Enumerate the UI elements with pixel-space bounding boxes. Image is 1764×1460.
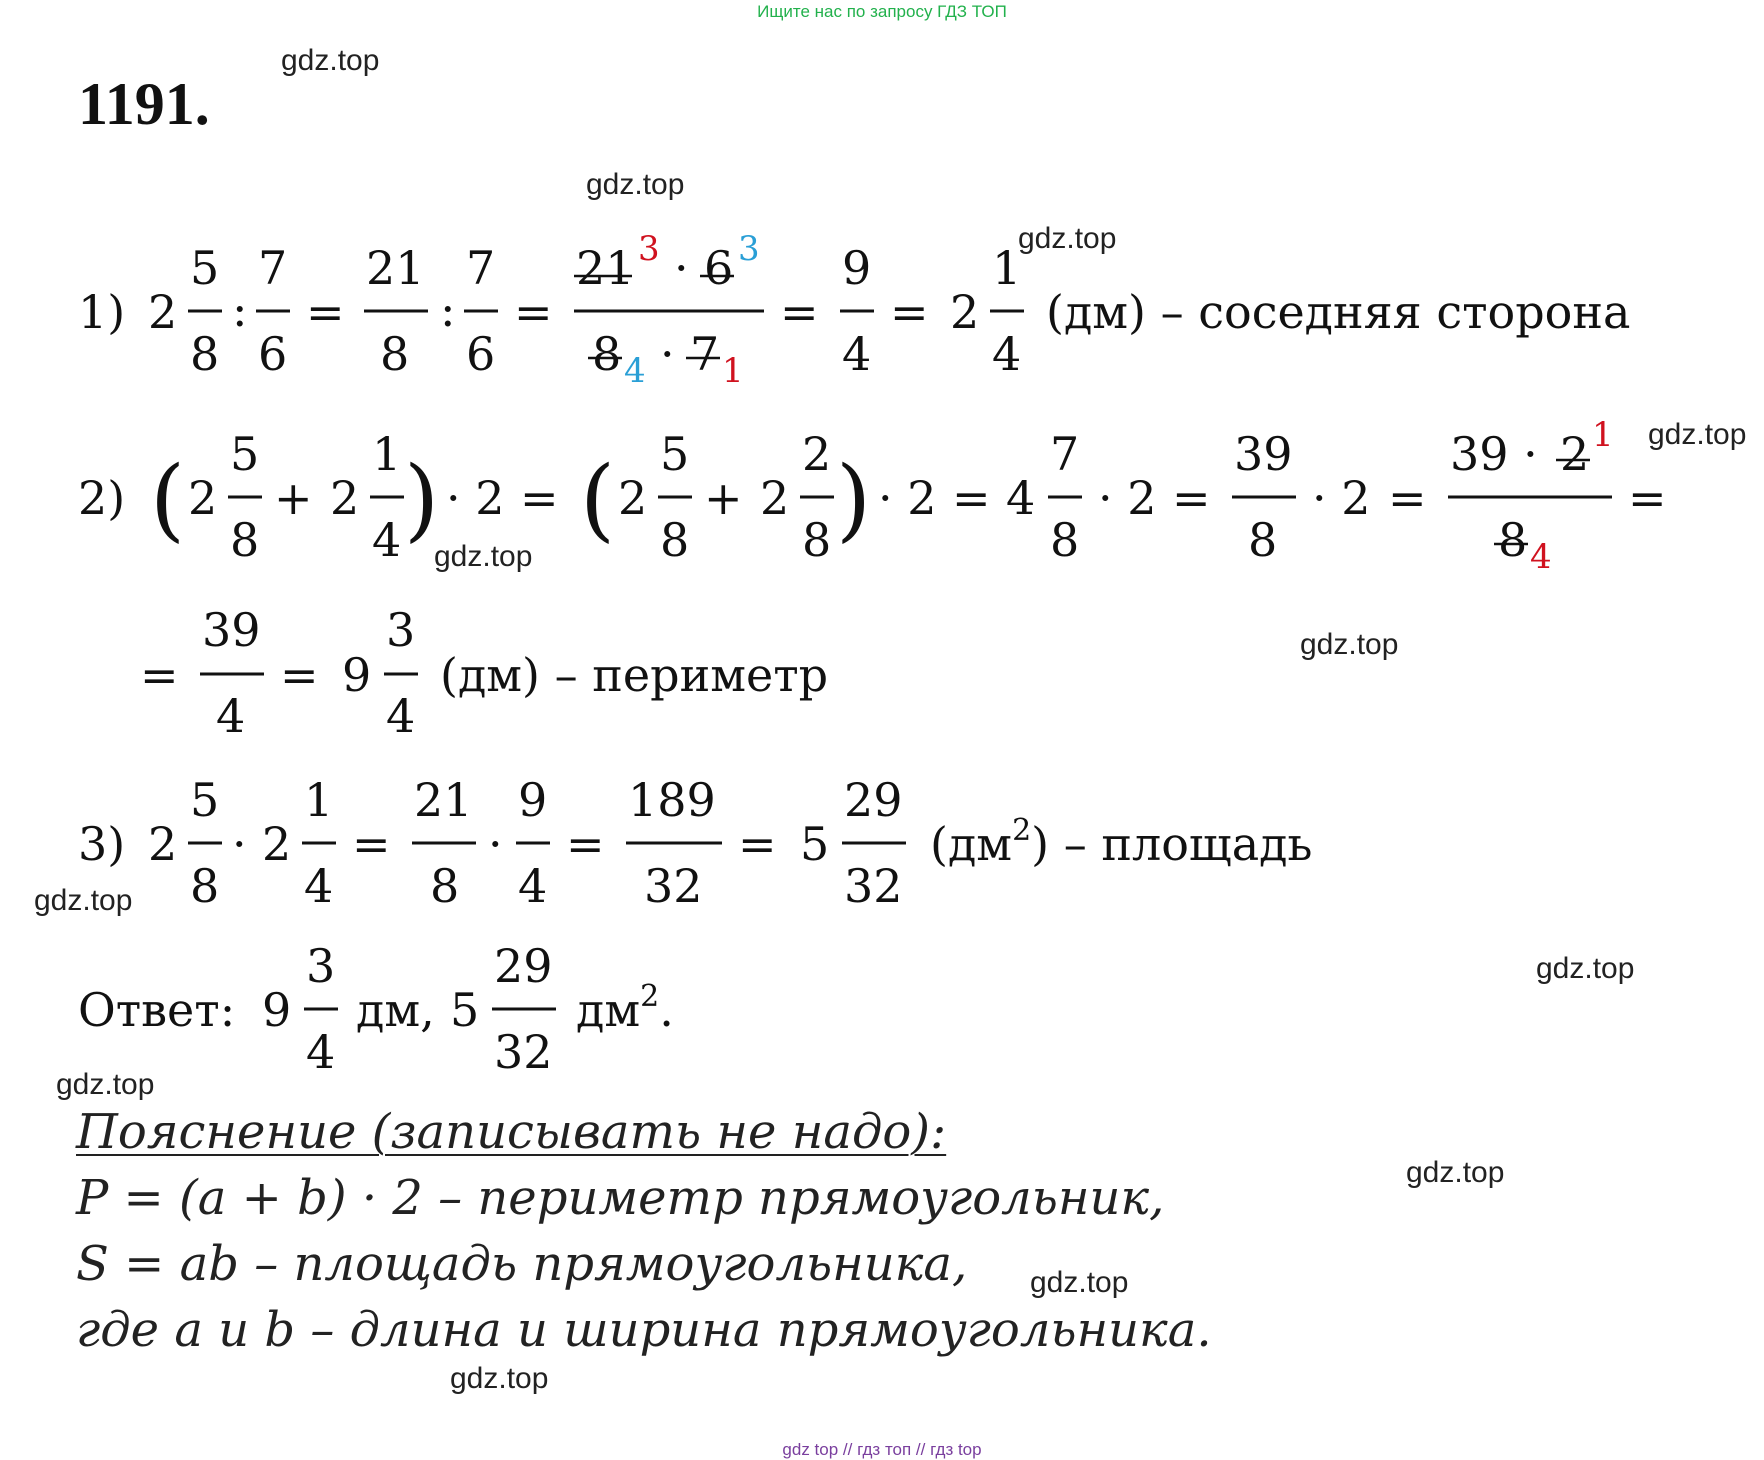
numerator: 5 [660,427,690,481]
watermark: gdz.top [281,44,380,77]
denominator: 8 [230,513,260,567]
denominator: 4 [386,689,416,743]
colon-sign: : [232,283,248,337]
equals-sign: = [1628,471,1667,525]
watermark: gdz.top [434,540,533,573]
numerator: 3 [386,603,416,657]
numerator: 1 [992,241,1022,295]
open-paren: ( [580,447,616,552]
whole-part: 2 [330,471,360,525]
denominator: 4 [372,513,402,567]
denominator: 4 [518,859,548,913]
equals-sign: = [306,285,345,339]
reduced-value: 4 [1530,537,1552,577]
multiply-two: · 2 [1312,471,1371,525]
denominator: 7 [690,327,720,381]
numerator: 189 [628,773,716,827]
numerator: 5 [230,427,260,481]
numerator: 21 [414,773,473,827]
denominator: 8 [592,327,622,381]
denominator: 8 [190,327,220,381]
problem-number: 1191. [78,71,210,137]
denominator: 8 [1498,513,1528,567]
watermark: gdz.top [1018,222,1117,255]
whole-part: 2 [148,285,178,339]
reduced-value: 3 [738,229,760,269]
watermark: gdz.top [1648,418,1747,451]
whole-part: 2 [760,471,790,525]
numerator: 9 [518,773,548,827]
equals-sign: = [280,648,319,702]
plus-sign: + [274,471,313,525]
equals-sign: = [140,648,179,702]
explanation-line: где a и b – длина и ширина прямоугольника. [76,1302,1212,1358]
equals-sign: = [738,817,777,871]
whole-part: 2 [188,471,218,525]
reduced-value: 1 [1592,415,1614,455]
colon-sign: : [440,283,456,337]
denominator: 4 [842,327,872,381]
denominator: 4 [306,1025,336,1079]
plus-sign: + [704,471,743,525]
watermark: gdz.top [1030,1266,1129,1299]
open-paren: ( [150,447,186,552]
numerator: 29 [494,939,553,993]
watermark: gdz.top [1536,952,1635,985]
step-1-line [78,229,1630,391]
result-label: $(дм^2)$ – площадь [930,813,1313,871]
answer-line [78,939,674,1079]
denominator: 8 [660,513,690,567]
multiply-sign: · [660,327,675,381]
equals-sign: = [1172,471,1211,525]
numerator: 39 [1234,427,1293,481]
unit-label: $дм^2$. [576,979,674,1037]
denominator: 8 [1050,513,1080,567]
denominator: 8 [1248,513,1278,567]
step-label: 1) [78,285,126,339]
denominator: 8 [802,513,832,567]
denominator: 8 [430,859,460,913]
whole-part: 2 [950,285,980,339]
numerator: 7 [258,241,288,295]
multiply-two: · 2 [446,471,505,525]
top-banner[interactable]: Ищите нас по запросу ГДЗ ТОП [757,2,1007,21]
numerator: 1 [304,773,334,827]
close-paren: ) [404,447,440,552]
step-2-line [78,415,1667,577]
denominator: 32 [644,859,703,913]
answer-label: Ответ: [78,983,236,1037]
multiply-sign: · [232,817,247,871]
denominator: 6 [258,327,288,381]
equals-sign: = [1388,471,1427,525]
step-3-line [78,773,1312,913]
equals-sign: = [520,471,559,525]
multiply-two: · 2 [878,471,937,525]
whole-part: 2 [262,817,292,871]
step-2-continuation [140,603,828,743]
equals-sign: = [780,285,819,339]
watermark: gdz.top [1406,1156,1505,1189]
whole-part: 4 [1006,471,1036,525]
unit-label: дм, [356,983,435,1037]
numerator: 39 · [1450,427,1538,481]
whole-part: 9 [342,648,372,702]
numerator: 7 [1050,427,1080,481]
denominator: 4 [216,689,246,743]
equals-sign: = [890,285,929,339]
whole-part: 2 [618,471,648,525]
explanation-line: P = (a + b) · 2 – периметр прямоугольник, [76,1170,1165,1226]
numerator: 2 [802,427,832,481]
numerator: 9 [842,241,872,295]
numerator: 5 [190,773,220,827]
numerator: 7 [466,241,496,295]
numerator: 29 [844,773,903,827]
multiply-sign: · [674,241,689,295]
step-label: 3) [78,817,126,871]
whole-part: 5 [450,983,480,1037]
numerator: 21 [366,241,425,295]
watermark: gdz.top [1300,628,1399,661]
equals-sign: = [952,471,991,525]
bottom-banner[interactable]: gdz top // гдз топ // гдз top [782,1440,982,1459]
numerator: 1 [372,427,402,481]
reduced-value: 3 [638,229,660,269]
numerator: 39 [202,603,261,657]
equals-sign: = [352,817,391,871]
whole-part: 2 [148,817,178,871]
numerator: 6 [704,241,734,295]
step-label: 2) [78,471,126,525]
whole-part: 9 [262,983,292,1037]
denominator: 8 [190,859,220,913]
denominator: 8 [380,327,410,381]
reduced-value: 1 [722,351,744,391]
explanation-line: S = ab – площадь прямоугольника, [76,1236,968,1292]
watermark: gdz.top [586,168,685,201]
numerator: 21 [576,241,635,295]
watermark: gdz.top [56,1068,155,1101]
multiply-sign: · [488,817,503,871]
watermark: gdz.top [450,1362,549,1395]
denominator: 32 [494,1025,553,1079]
numerator: 5 [190,241,220,295]
equals-sign: = [514,285,553,339]
result-label: (дм) – периметр [440,648,829,702]
denominator: 4 [992,327,1022,381]
equals-sign: = [566,817,605,871]
denominator: 32 [844,859,903,913]
watermark: gdz.top [34,884,133,917]
close-paren: ) [836,447,872,552]
whole-part: 5 [800,817,830,871]
numerator: 2 [1560,427,1590,481]
numerator: 3 [306,939,336,993]
result-label: (дм) – соседняя сторона [1046,285,1631,339]
multiply-two: · 2 [1098,471,1157,525]
explanation-title: Пояснение (записывать не надо): [76,1104,947,1160]
denominator: 6 [466,327,496,381]
denominator: 4 [304,859,334,913]
reduced-value: 4 [624,351,646,391]
